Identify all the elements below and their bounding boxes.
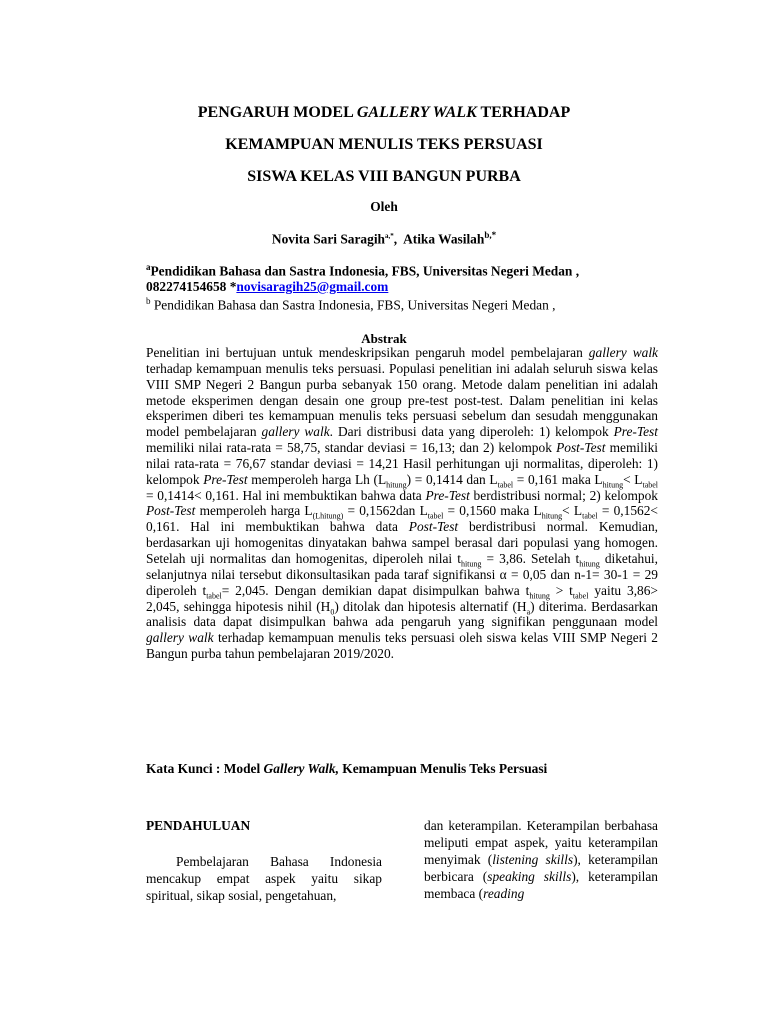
abstract-heading: Abstrak bbox=[361, 331, 407, 346]
byline: Oleh bbox=[370, 199, 398, 214]
paper-title-line-2: KEMAMPUAN MENULIS TEKS PERSUASI bbox=[225, 136, 543, 153]
paper-title-line-3: SISWA KELAS VIII BANGUN PURBA bbox=[247, 168, 521, 185]
author-name: Novita Sari Saragih bbox=[271, 231, 385, 247]
email-link[interactable]: novisaragih25@gmail.com bbox=[236, 279, 389, 294]
abstract-body: Penelitian ini bertujuan untuk mendeskripsikan pengaruh model pembelajaran gallery walk terhadap kemampuan menulis teks persuasi. Populasi penelitian ini adalah seluruh siswa kelas VIII SMP Negeri 2 Bangun purba sebanyak 150 orang. Metode dalam penelitian ini adalah metode eksperimen dengan desain one group pre-test post-test. Dalam penelitian ini kelas eksperimen diberi tes kemampuan menulis teks persuasi sebelum dan sesudah menggunakan model pembelajaran gallery walk. Dari distribusi data yang diperoleh: 1) kelompok Pre-Test memiliki nilai rata-rata = 58,75, standar deviasi = 16,13; dan 2) kelompok Post-Test memiliki nilai rata-rata = 76,67 standar deviasi = 14,21 Hasil perhitungan uji normalitas, diperoleh: 1) kelompok Pre-Test memperoleh harga Lh $(L_{hitung}) = 0,1414$ dan $L_{tabel} = 0,161$ maka $L_{hitung}< L_{tabel} = 0,1414< 0,161$. Hal ini membuktikan bahwa data Pre-Test berdistribusi normal; 2) kelompok Post-Test memperoleh harga $L_{(Lhitung)} = 0,1562dan$ $L_{tabel} = 0,1560$ maka $L_{hitung}< L_{tabel} = 0,1562< 0,161$. Hal ini membuktikan bahwa data Post-Test berdistribusi normal. Kemudian, berdasarkan uji homogenitas dinyatakan bahwa sampel berasal dari populasi yang homogen. Setelah uji normalitas dan homogenitas, diperoleh nilai $t_{hitung} = 3,86$. Setelah $t_{hitung}$ diketahui, selanjutnya nilai tersebut dikonsultasikan pada taraf signifikansi α = 0,05 dan n-1= 30-1 = 29 diperoleh $t_{tabel}= 2,045$. Dengan demikian dapat disimpulkan bahwa $t_{hitung} > t_{tabel}$ yaitu 3,86> 2,045, sehingga hipotesis nihil $(H_0)$ ditolak dan hipotesis alternatif $(H_a)$ diterima. Berdasarkan analisis data dapat disimpulkan bahwa ada pengaruh yang signifikan penggunaan model gallery walk terhadap kemampuan menulis teks persuasi oleh siswa kelas VIII SMP Negeri 2 Bangun purba tahun pembelajaran 2019/2020. bbox=[146, 345, 659, 662]
author-name: Atika Wasilah bbox=[403, 231, 485, 247]
affiliation-a-contact: 082274154658 *novisaragih25@gmail.com bbox=[146, 279, 389, 294]
affiliation-a: $^a$Pendidikan Bahasa dan Sastra Indonesia, FBS, Universitas Negeri Medan , bbox=[146, 262, 580, 279]
body-column-left: Pembelajaran Bahasa Indonesia mencakup empat aspek yaitu sikap spiritual, sikap sosial, pengetahuan, bbox=[146, 854, 382, 903]
section-heading: PENDAHULUAN bbox=[146, 818, 251, 833]
author-list: Novita Sari Saragih$^{a,*}$, Atika Wasilah$^{b,*}$ bbox=[271, 230, 497, 247]
author-affiliation-mark: b,* bbox=[484, 230, 497, 240]
paper-title-line-1: PENGARUH MODEL GALLERY WALK TERHADAP bbox=[197, 104, 571, 121]
affiliation-b: $^b$ Pendidikan Bahasa dan Sastra Indonesia, FBS, Universitas Negeri Medan , bbox=[146, 296, 556, 313]
keywords: Kata Kunci : Model Gallery Walk, Kemampuan Menulis Teks Persuasi bbox=[146, 761, 548, 776]
author-affiliation-mark: a,* bbox=[385, 232, 394, 240]
body-column-right: dan keterampilan. Keterampilan berbahasa meliputi empat aspek, yaitu keterampilan menyimak (listening skills), keterampilan berbicara (speaking skills), keterampilan membaca (reading bbox=[424, 818, 658, 901]
